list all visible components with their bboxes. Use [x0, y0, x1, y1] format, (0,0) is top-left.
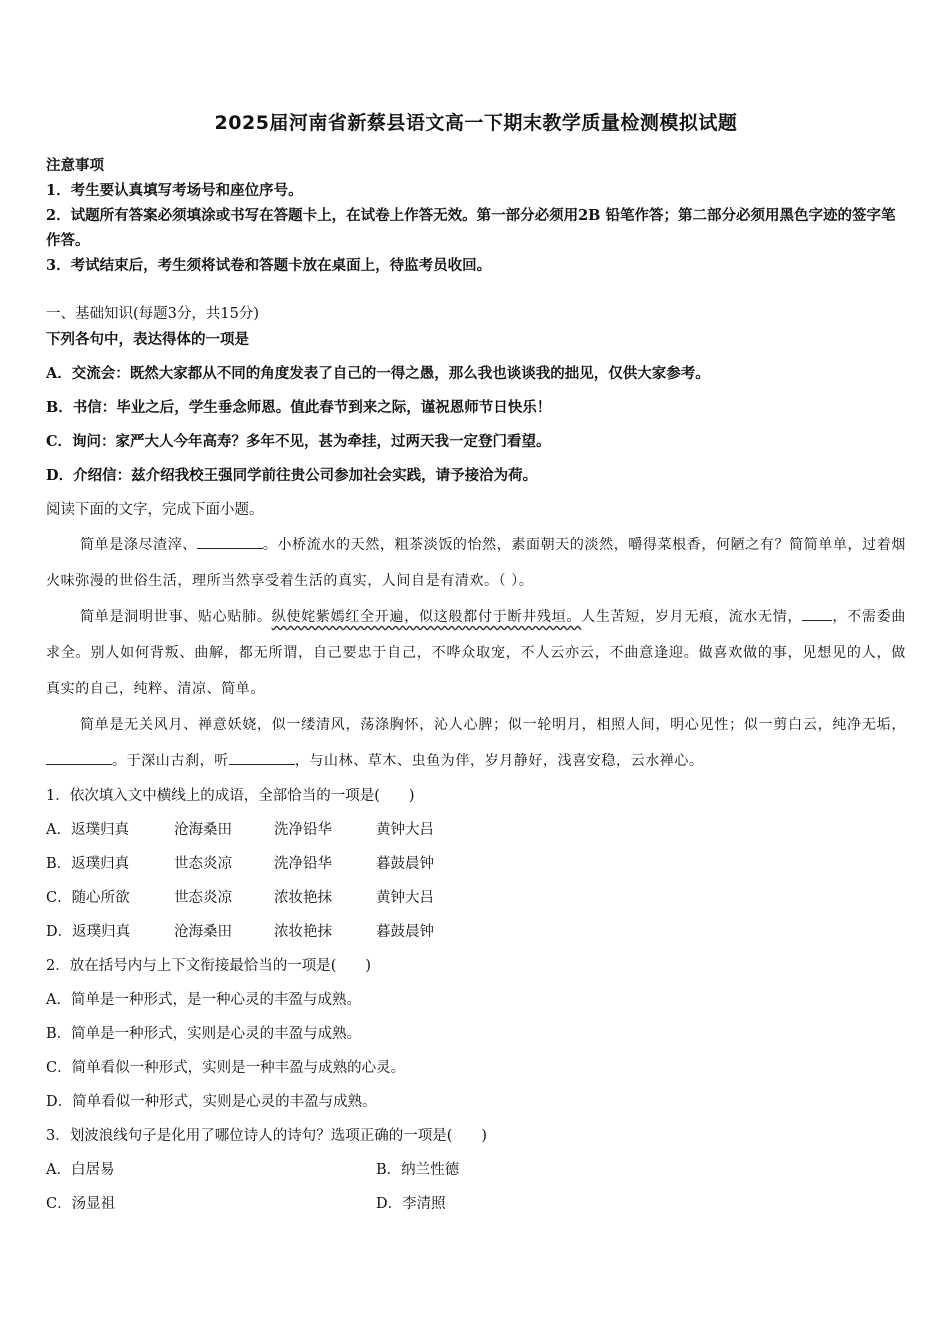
- q2-option-a: A．简单是一种形式，是一种心灵的丰盈与成熟。: [46, 992, 361, 1008]
- q3-option-row: [46, 1187, 906, 1221]
- notice-heading: 注意事项: [46, 157, 104, 174]
- p2-text-a: 简单是洞明世事、贴心贴肺。: [80, 609, 272, 625]
- q1-option-row: [46, 915, 906, 949]
- q1-b-1: B．返璞归真: [46, 856, 130, 872]
- page-title: 2025届河南省新蔡县语文高一下期末教学质量检测模拟试题: [214, 112, 738, 134]
- q1-a-2: 沧海桑田: [174, 822, 232, 838]
- q1-a-1: A．返璞归真: [46, 822, 129, 838]
- q1-b-3: 洗净铅华: [274, 856, 332, 872]
- p1-text-a: 简单是涤尽渣滓、: [80, 537, 197, 553]
- p2-text-b: 人生苦短，岁月无痕，流水无情，: [581, 609, 803, 625]
- q1-c-2: 世态炎凉: [174, 890, 232, 906]
- q1-a-4: 黄钟大吕: [376, 822, 434, 838]
- option-c: C．询问：家严大人今年高寿？多年不见，甚为牵挂，过两天我一定登门看望。: [46, 433, 551, 450]
- q3-option-b: B．纳兰性德: [376, 1162, 460, 1178]
- q1-d-1: D．返璞归真: [46, 924, 131, 940]
- option-b: B．书信：毕业之后，学生垂念师恩。值此春节到来之际，谨祝恩师节日快乐！: [46, 399, 552, 416]
- fill-blank-1: [197, 534, 263, 549]
- p3-text-b: 。于深山古刹，听: [112, 753, 229, 769]
- p3-text-c: ，与山林、草木、虫鱼为伴，岁月静好，浅喜安稳，云水禅心。: [294, 753, 704, 769]
- section-heading: 一、基础知识(每题3分，共15分): [46, 306, 259, 322]
- reading-intro: 阅读下面的文字，完成下面小题。: [46, 502, 264, 518]
- q2-option-c: C．简单看似一种形式，实则是一种丰盈与成熟的心灵。: [46, 1060, 406, 1076]
- q1-c-4: 黄钟大吕: [376, 890, 434, 906]
- q1-c-3: 浓妆艳抹: [274, 890, 332, 906]
- q2-option-d: D．简单看似一种形式，实则是心灵的丰盈与成熟。: [46, 1094, 377, 1110]
- p2-text-c: ，不需委曲求全。别人如何背叛、曲解，都无所谓，自己要忠于自己，不哗众取宠，不人云亦云，不曲意逢迎。做喜欢做的事，见想见的人，做真实的自己，纯粹、清凉、简单。: [46, 609, 906, 697]
- reading-paragraph-3: [46, 707, 906, 779]
- fill-blank-2: [802, 606, 832, 621]
- q1-d-4: 暮鼓晨钟: [376, 924, 434, 940]
- reading-paragraph-2: [46, 599, 906, 707]
- q2-option-b: B．简单是一种形式，实则是心灵的丰盈与成熟。: [46, 1026, 362, 1042]
- q3-option-a: A．白居易: [46, 1162, 115, 1178]
- notice-item: 3．考试结束后，考生须将试卷和答题卡放在桌面上，待监考员收回。: [46, 257, 492, 274]
- q1-b-4: 暮鼓晨钟: [376, 856, 434, 872]
- option-d: D．介绍信：兹介绍我校王强同学前往贵公司参加社会实践，请予接洽为荷。: [46, 467, 538, 484]
- q1-stem: 1．依次填入文中横线上的成语，全部恰当的一项是( ): [46, 788, 415, 804]
- q1-c-1: C．随心所欲: [46, 890, 130, 906]
- option-a: A．交流会：既然大家都从不同的角度发表了自己的一得之愚，那么我也谈谈我的拙见，仅供大家参考。: [46, 365, 710, 382]
- wavy-underlined-sentence: 纵使姹紫嫣红全开遍，似这般都付于断井残垣。: [271, 609, 582, 625]
- q3-option-d: D．李清照: [376, 1196, 446, 1212]
- exam-page: [46, 108, 906, 1221]
- fill-blank-3: [46, 750, 112, 765]
- q1-a-3: 洗净铅华: [274, 822, 332, 838]
- q1-option-row: [46, 813, 906, 847]
- q3-stem: 3．划波浪线句子是化用了哪位诗人的诗句？选项正确的一项是( ): [46, 1128, 488, 1144]
- notice-item: 2．试题所有答案必须填涂或书写在答题卡上，在试卷上作答无效。第一部分必须用2B 铅笔作答；第二部分必须用黑色字迹的签字笔作答。: [46, 207, 896, 249]
- q1-d-3: 浓妆艳抹: [274, 924, 332, 940]
- q1-option-row: [46, 881, 906, 915]
- question-stem: 下列各句中，表达得体的一项是: [46, 331, 249, 348]
- q3-option-row: [46, 1153, 906, 1187]
- q2-stem: 2．放在括号内与上下文衔接最恰当的一项是( ): [46, 958, 372, 974]
- p1-text-b: 。小桥流水的天然，粗茶淡饭的怡然，素面朝天的淡然，嚼得菜根香，何陋之有？简简单单，过着烟火味弥漫的世俗生活，理所当然享受着生活的真实，人间自是有清欢。（ ）。: [46, 537, 906, 589]
- q3-option-c: C．汤显祖: [46, 1196, 116, 1212]
- fill-blank-4: [229, 750, 295, 765]
- q1-option-row: [46, 847, 906, 881]
- q1-d-2: 沧海桑田: [174, 924, 232, 940]
- q1-b-2: 世态炎凉: [174, 856, 232, 872]
- notice-item: 1．考生要认真填写考场号和座位序号。: [46, 182, 303, 199]
- reading-paragraph-1: [46, 527, 906, 599]
- p3-text-a: 简单是无关风月、禅意妖娆，似一缕清风，荡涤胸怀，沁人心脾；似一轮明月，相照人间，明心见性；似一剪白云，纯净无垢，: [80, 717, 906, 733]
